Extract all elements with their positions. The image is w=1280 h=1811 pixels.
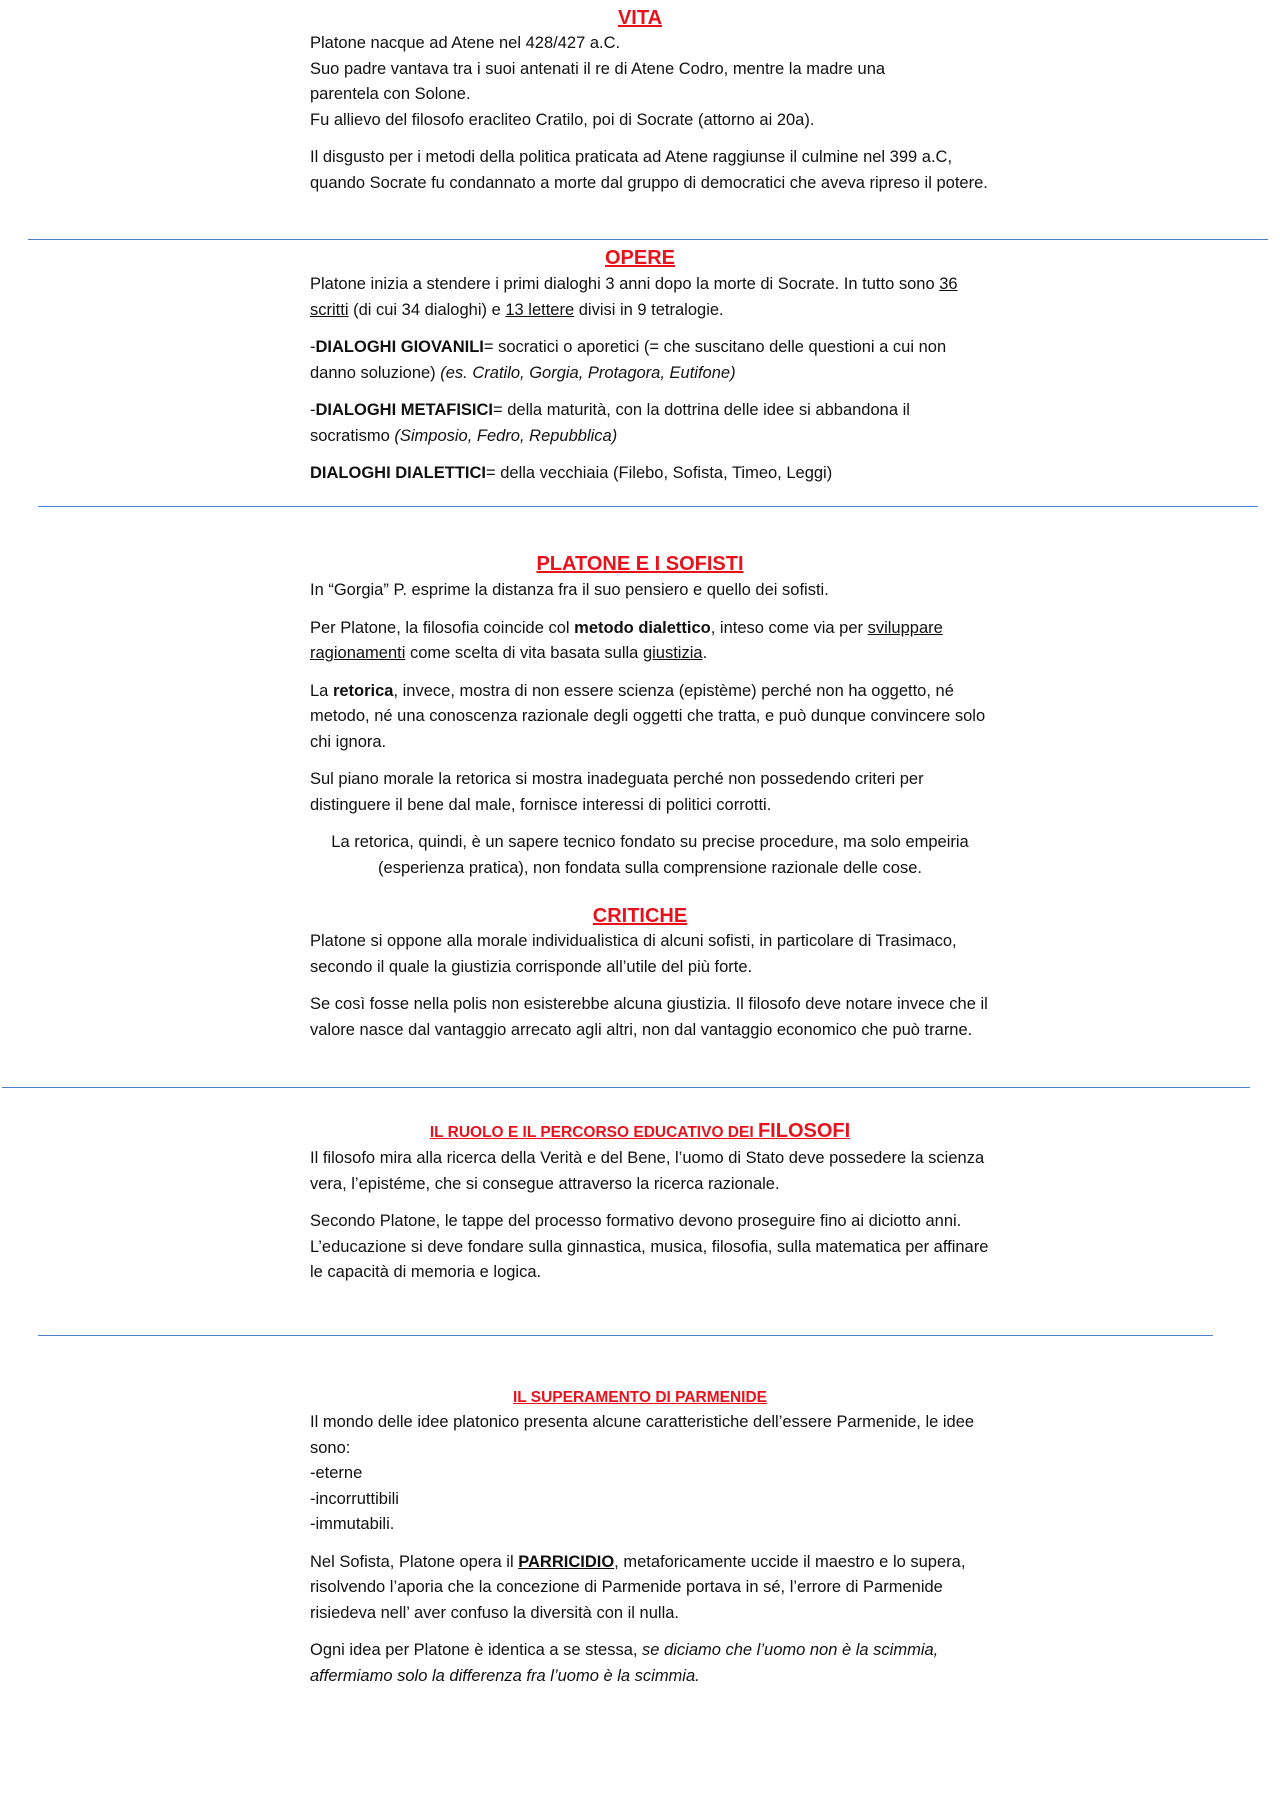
vita-line: Fu allievo del filosofo eracliteo Cratilo, poi di Socrate (attorno ai 20a). (310, 110, 815, 129)
underlined-text: 13 lettere (505, 300, 575, 319)
dialoghi-metafisici: -DIALOGHI METAFISICI= della maturità, con la dottrina delle idee si abbandona il socratismo (Simposio, Fedro, Repubblica) (310, 401, 910, 445)
critiche-paragraph: Platone si oppone alla morale individualistica di alcuni sofisti, in particolare di Trasimaco, secondo il quale la giustizia corrisponde all’utile del più forte. (310, 932, 957, 976)
underlined-text: sviluppare ragionamenti (310, 618, 943, 662)
vita-line: Suo padre vantava tra i suoi antenati il re di Atene Codro, mentre la madre una (310, 59, 886, 78)
underlined-text: giustizia (642, 644, 703, 662)
section-title-vita: VITA (617, 7, 663, 29)
parmenide-paragraph: Ogni idea per Platone è identica a se stessa, se diciamo che l’uomo non è la scimmia, affermiamo solo la differenza fra l’uomo è la scimmia. (310, 1641, 939, 1685)
opere-paragraph: Platone inizia a stendere i primi dialoghi 3 anni dopo la morte di Socrate. In tutto sono 36 scritti (di cui 34 dialoghi) e 13 lettere divisi in 9 tetralogie. (310, 275, 958, 319)
section-sofisti (310, 578, 990, 881)
section-title-sofisti: PLATONE E I SOFISTI (536, 553, 744, 575)
critiche-paragraph: Se così fosse nella polis non esisterebbe alcuna giustizia. Il filosofo deve notare invece che il valore nasce dal vantaggio arrecato agli altri, non dal vantaggio economico che può trarne. (310, 995, 988, 1039)
section-divider (28, 239, 1268, 240)
vita-line: parentela con Solone. (310, 85, 471, 103)
parricidio-term: PARRICIDIO (518, 1552, 615, 1571)
section-divider (2, 1087, 1250, 1088)
vita-line: Platone nacque ad Atene nel 428/427 a.C. (310, 34, 621, 52)
parmenide-paragraph: Il mondo delle idee platonico presenta alcune caratteristiche dell’essere Parmenide, le idee sono: (310, 1413, 975, 1457)
sofisti-paragraph: Sul piano morale la retorica si mostra inadeguata perché non possedendo criteri per distinguere il bene dal male, fornisce interessi di politici corrotti. (310, 770, 924, 814)
list-item: -incorruttibili (310, 1489, 399, 1508)
section-parmenide (310, 1410, 990, 1701)
ruolo-paragraph: Secondo Platone, le tappe del processo formativo devono proseguire fino ai diciotto anni. L’educazione si deve fondare sulla ginnastica, musica, filosofia, sulla matematica per affinare le capacità di memoria e logica. (310, 1212, 989, 1281)
section-ruolo (310, 1146, 990, 1298)
vita-paragraph: Il disgusto per i metodi della politica praticata ad Atene raggiunse il culmine nel 399 a.C, quando Socrate fu condannato a morte dal gruppo di democratici che aveva ripreso il potere. (310, 148, 988, 192)
underlined-text: 36 scritti (310, 275, 958, 319)
section-title-opere: OPERE (604, 247, 676, 269)
section-title-ruolo: IL RUOLO E IL PERCORSO EDUCATIVO DEI FILOSOFI (429, 1120, 851, 1142)
sofisti-paragraph: Per Platone, la filosofia coincide col metodo dialettico, inteso come via per sviluppare ragionamenti come scelta di vita basata sulla giustizia. (310, 618, 943, 662)
section-vita (310, 31, 990, 208)
list-item: -immutabili. (310, 1515, 395, 1533)
section-title-critiche: CRITICHE (592, 905, 688, 927)
sofisti-paragraph: In “Gorgia” P. esprime la distanza fra il suo pensiero e quello dei sofisti. (310, 581, 829, 599)
sofisti-paragraph-centered: La retorica, quindi, è un sapere tecnico fondato su precise procedure, ma solo empeiria (esperienza pratica), non fondata sulla comprensione razionale delle cose. (331, 833, 969, 877)
parmenide-paragraph: Nel Sofista, Platone opera il PARRICIDIO, metaforicamente uccide il maestro e lo supera, risolvendo l’aporia che la concezione di Parmenide portava in sé, l’errore di Parmenide risiedeva nell’ aver confuso la diversità con il nulla. (310, 1552, 966, 1622)
dialoghi-giovanili: -DIALOGHI GIOVANILI= socratici o aporetici (= che suscitano delle questioni a cui non danno soluzione) (es. Cratilo, Gorgia, Protagora, Eutifone) (310, 338, 947, 382)
sofisti-paragraph: La retorica, invece, mostra di non essere scienza (epistème) perché non ha oggetto, né metodo, né una conoscenza razionale degli oggetti che tratta, e può dunque convincere solo chi ignora. (310, 681, 986, 751)
dialoghi-dialettici: DIALOGHI DIALETTICI= della vecchiaia (Filebo, Sofista, Timeo, Leggi) (310, 464, 833, 482)
list-item: -eterne (310, 1464, 363, 1482)
section-title-parmenide: IL SUPERAMENTO DI PARMENIDE (512, 1389, 768, 1406)
section-opere (310, 272, 990, 499)
section-divider (38, 1335, 1213, 1336)
section-critiche (310, 929, 990, 1055)
ruolo-paragraph: Il filosofo mira alla ricerca della Verità e del Bene, l’uomo di Stato deve possedere la scienza vera, l’epistéme, che si consegue attraverso la ricerca razionale. (310, 1149, 985, 1193)
section-divider (38, 506, 1258, 507)
